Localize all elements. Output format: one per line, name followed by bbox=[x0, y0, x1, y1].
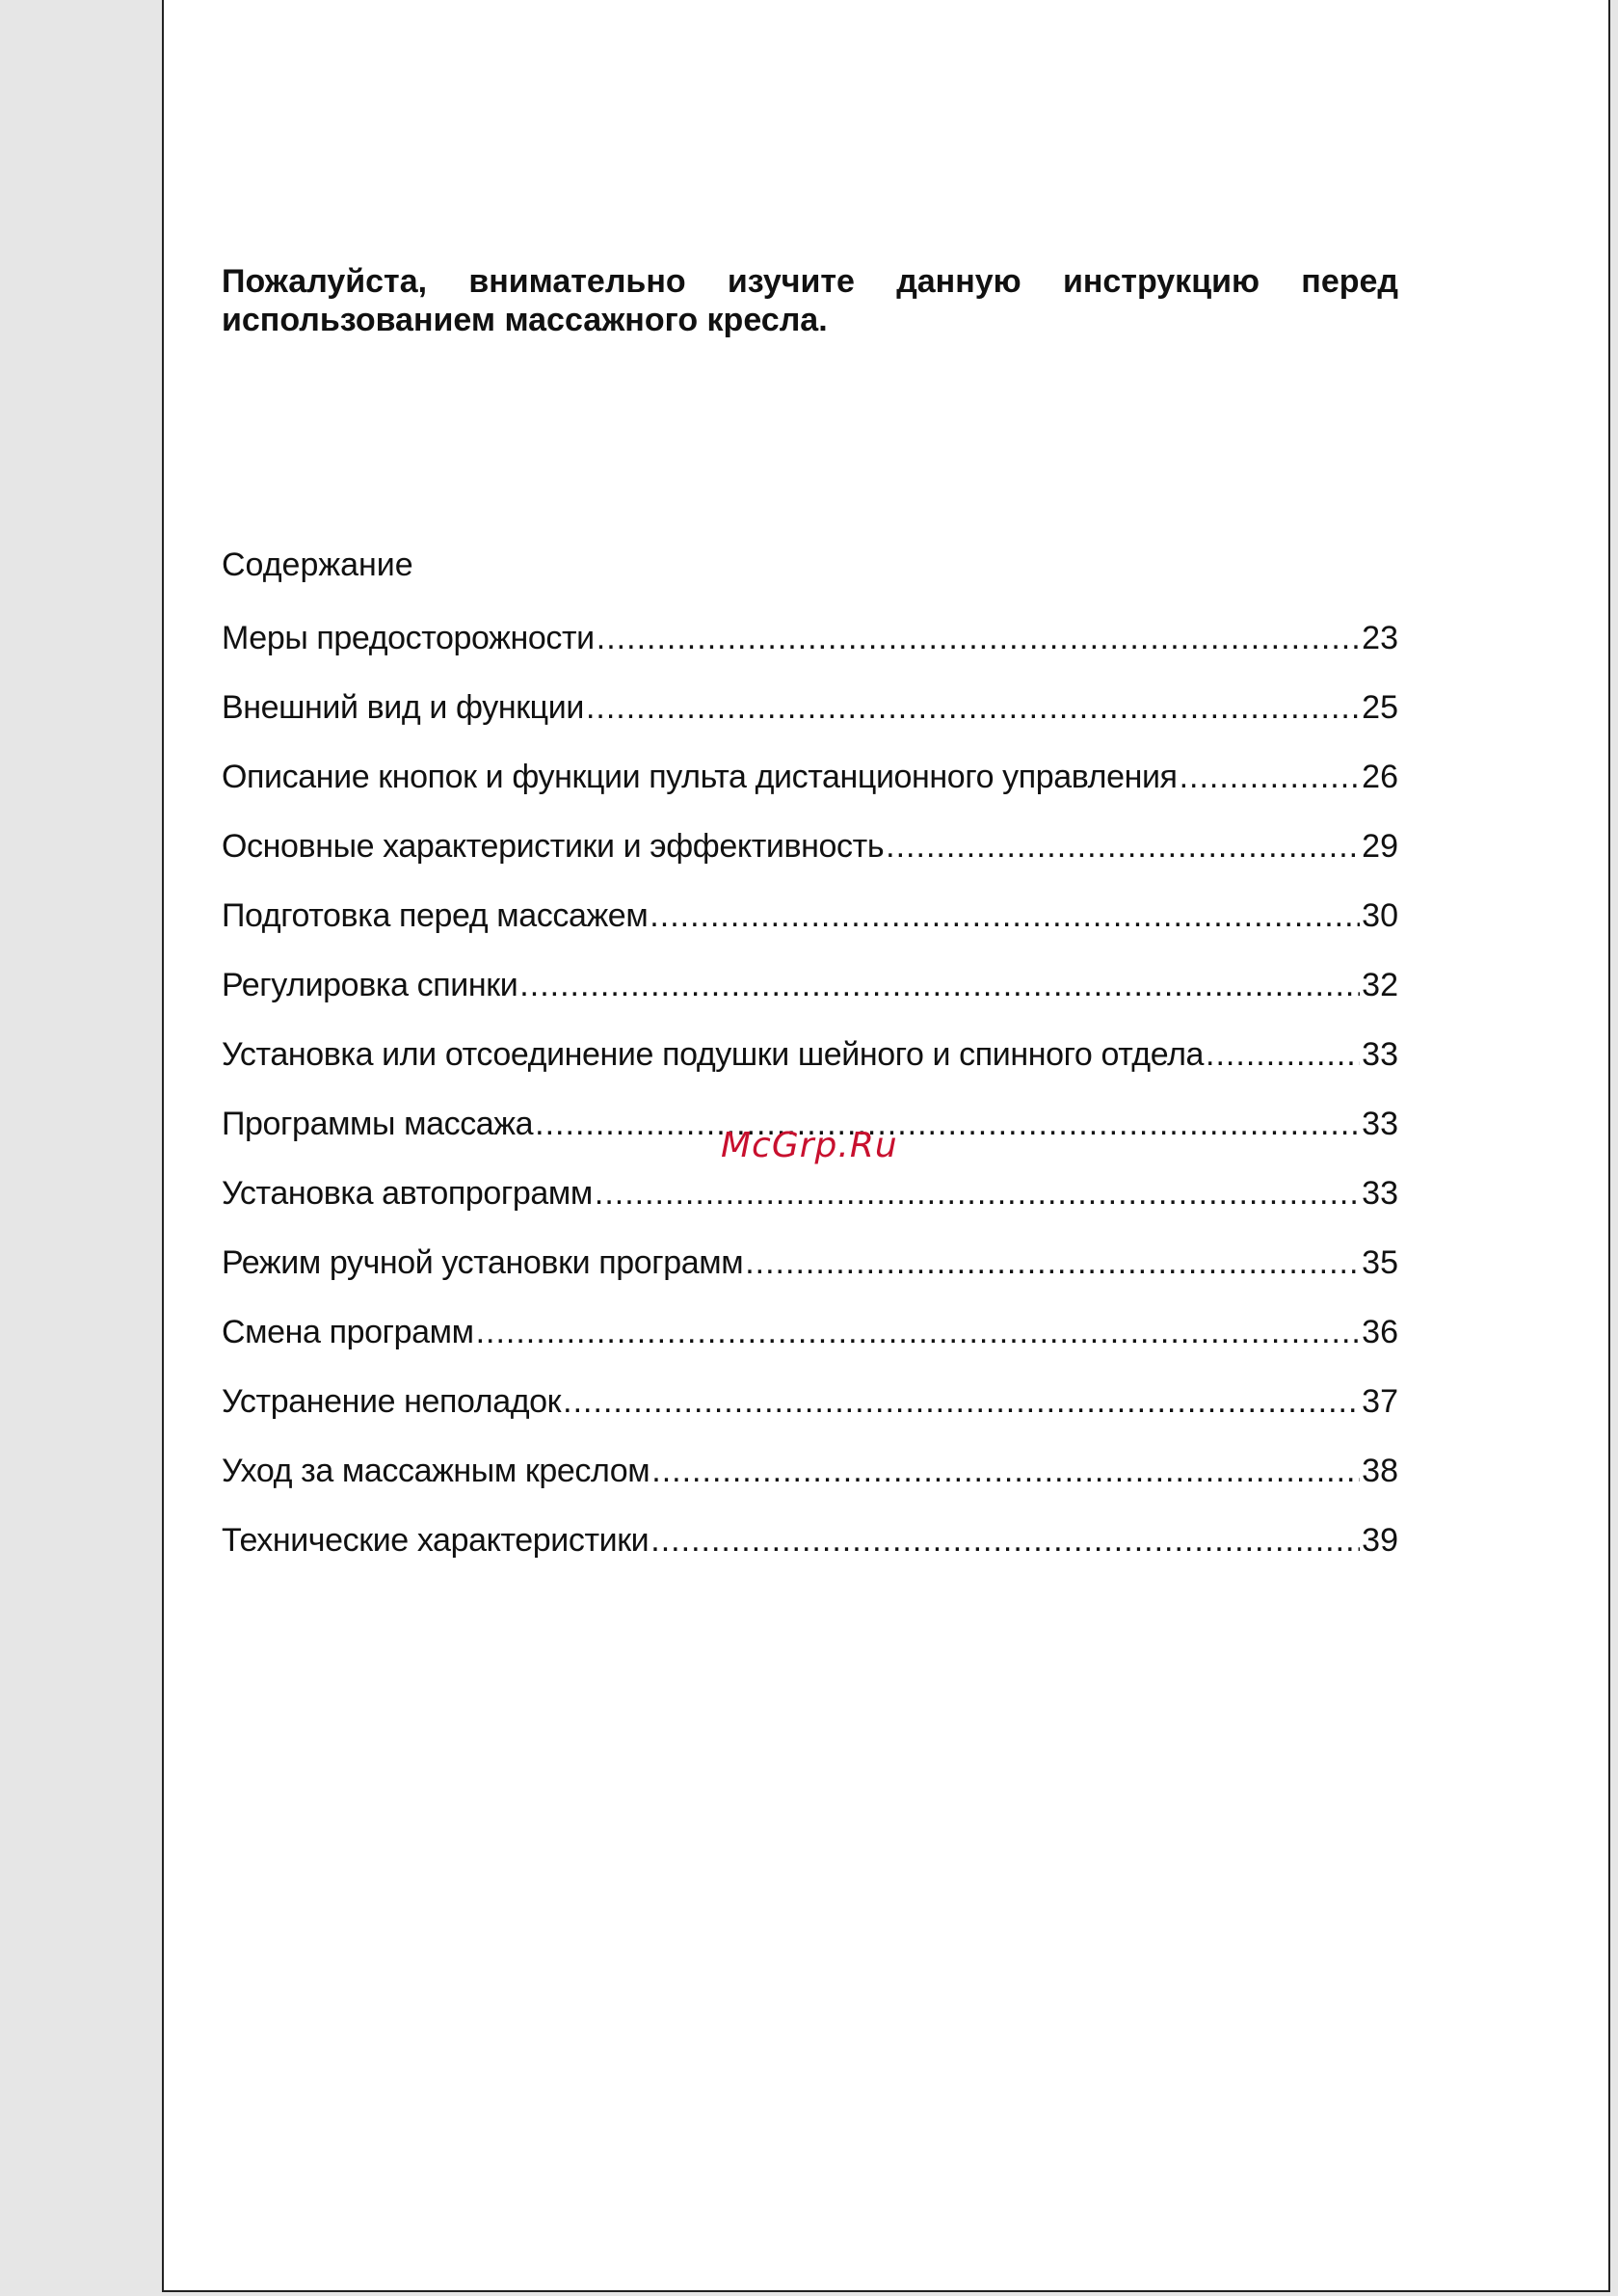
toc-item[interactable] bbox=[222, 613, 1398, 682]
toc-item[interactable] bbox=[222, 1168, 1398, 1238]
toc-title: Содержание bbox=[222, 547, 413, 583]
toc-item[interactable] bbox=[222, 960, 1398, 1029]
toc-item-page: 32 bbox=[1362, 967, 1398, 1003]
toc-item[interactable] bbox=[222, 752, 1398, 821]
toc-item-label: Основные характеристики и эффективность bbox=[222, 828, 885, 865]
toc-leader-dots bbox=[651, 1446, 1360, 1496]
toc-item-label: Программы массажа bbox=[222, 1106, 534, 1142]
toc-leader-dots bbox=[595, 1168, 1360, 1218]
document-page bbox=[162, 0, 1610, 2292]
toc-item[interactable] bbox=[222, 821, 1398, 891]
toc-item-label: Уход за массажным креслом bbox=[222, 1453, 650, 1489]
toc-leader-dots bbox=[476, 1307, 1361, 1357]
toc-item-label: Устранение неполадок bbox=[222, 1383, 562, 1420]
toc-leader-dots bbox=[1180, 752, 1361, 802]
toc-item-page: 39 bbox=[1362, 1522, 1398, 1559]
toc-item-label: Регулировка спинки bbox=[222, 967, 518, 1003]
toc-item[interactable] bbox=[222, 891, 1398, 960]
toc-leader-dots bbox=[597, 613, 1360, 663]
toc-item[interactable] bbox=[222, 1376, 1398, 1446]
toc-item-label: Технические характеристики bbox=[222, 1522, 650, 1559]
toc-leader-dots bbox=[519, 960, 1360, 1010]
toc-item-page: 30 bbox=[1362, 897, 1398, 934]
toc-item-page: 37 bbox=[1362, 1383, 1398, 1420]
toc-item[interactable] bbox=[222, 1307, 1398, 1376]
left-margin-gray bbox=[0, 0, 162, 2296]
toc-leader-dots bbox=[745, 1238, 1360, 1288]
toc-leader-dots bbox=[535, 1099, 1360, 1149]
toc-item-page: 36 bbox=[1362, 1314, 1398, 1350]
intro-instruction: Пожалуйста, внимательно изучите данную инструкцию перед использованием массажного кресла. bbox=[222, 263, 1398, 338]
toc-item-page: 23 bbox=[1362, 620, 1398, 656]
toc-item[interactable] bbox=[222, 1029, 1398, 1099]
toc-item-page: 33 bbox=[1362, 1036, 1398, 1073]
toc-leader-dots bbox=[586, 682, 1360, 733]
toc-item-page: 33 bbox=[1362, 1106, 1398, 1142]
toc-item-label: Установка автопрограмм bbox=[222, 1175, 593, 1212]
toc-leader-dots bbox=[886, 821, 1360, 871]
toc-item-page: 33 bbox=[1362, 1175, 1398, 1212]
toc-item-label: Подготовка перед массажем bbox=[222, 897, 649, 934]
toc-item-page: 29 bbox=[1362, 828, 1398, 865]
toc-item-label: Режим ручной установки программ bbox=[222, 1244, 744, 1281]
toc-item-label: Установка или отсоединение подушки шейного и спинного отдела bbox=[222, 1036, 1205, 1073]
toc-item[interactable] bbox=[222, 682, 1398, 752]
toc-item-page: 25 bbox=[1362, 689, 1398, 726]
toc-leader-dots bbox=[650, 891, 1360, 941]
toc-item-label: Смена программ bbox=[222, 1314, 474, 1350]
toc-leader-dots bbox=[650, 1515, 1360, 1565]
toc-item-page: 38 bbox=[1362, 1453, 1398, 1489]
watermark-text: McGrp.Ru bbox=[721, 1126, 898, 1165]
toc-item-page: 26 bbox=[1362, 759, 1398, 795]
toc-leader-dots bbox=[1206, 1029, 1360, 1080]
toc-item[interactable] bbox=[222, 1515, 1398, 1585]
toc-item-page: 35 bbox=[1362, 1244, 1398, 1281]
toc-item-label: Внешний вид и функции bbox=[222, 689, 584, 726]
toc-item[interactable] bbox=[222, 1446, 1398, 1515]
table-of-contents bbox=[222, 613, 1398, 1585]
toc-item-label: Меры предосторожности bbox=[222, 620, 595, 656]
toc-item-label: Описание кнопок и функции пульта дистанционного управления bbox=[222, 759, 1178, 795]
toc-leader-dots bbox=[563, 1376, 1360, 1427]
toc-item[interactable] bbox=[222, 1238, 1398, 1307]
